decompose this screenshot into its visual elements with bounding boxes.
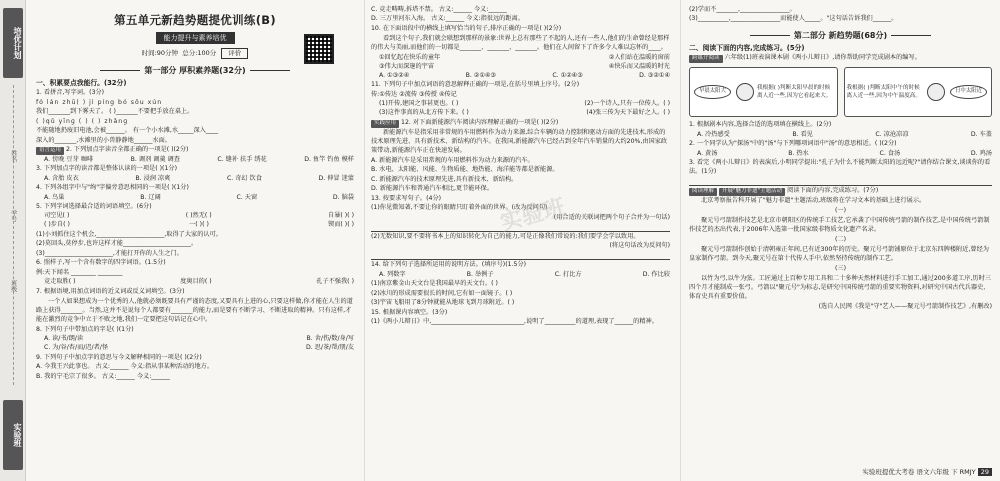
sec3-heading: 阅读下面的内容,完成练习。(7分) — [787, 187, 879, 195]
para2: 聚元号弓箭制作创始于清朝雍正年间,已有近300年的历史。聚元号弓箭铺原位于北京东四牌楼附近,曾经为皇家制作弓箭。到今天,聚元号在第十代传人手中,依然坚持传统的制作工艺。 — [689, 246, 989, 263]
panel1-text: 我根据( )判断太阳早晨的时候离人近一些,因为它看起来大。 — [756, 85, 832, 100]
q12-head: 12. 对下面新能源汽车阅读内容理解正确的一项是( )(2分) — [401, 118, 559, 126]
q10-text: 看到这个句子,我们就会联想到那样的景象:世界上总有那些了不起的人,还有一些人,他们的生命曾经是那样的伟大与美丽,而他们的一切都是_______、_______、_______。他们在人间留下了许多令人难以忘怀的____。 — [371, 34, 670, 51]
q15-head: 15. 根据课内容填空。(3分) — [371, 308, 448, 316]
sec3-intro: 北京考察报告科开展了"魅力非遗"主题活动,班级将在学习文本的基础上进行展示。 — [701, 197, 926, 205]
q13-head: 13. 按要求写句子。(4分) — [371, 194, 442, 202]
q9-head: 9. 下列句子中加点字的意思与今义解释相同的一项是( )(2分) — [36, 353, 202, 361]
sec3-tag: 阅读理解 — [689, 188, 717, 196]
child-face-icon — [927, 83, 945, 101]
q14-line2: (2)冰川的形成需要很长的时间,它有如一面镜子。( ) — [371, 289, 513, 297]
speech-bubble-2: 日中太阳近 — [950, 85, 987, 99]
total-score: 总分:100分 — [182, 48, 217, 57]
speech-bubble-1: 早晨太阳大 — [694, 85, 731, 99]
r-q2-options: A. 黄汤 B. 热水 C. 食汤 D. 鸡汤 — [697, 149, 992, 157]
section2-heading: 二、阅读下面的内容,完成练习。(5分) — [689, 44, 805, 53]
page-title: 第五单元新趋势题提优训练(B) — [114, 13, 276, 27]
part2-heading: 第二部分 新趋势题(68分) — [689, 30, 992, 42]
top-badge: 培优计划 — [3, 8, 23, 78]
q1-line-a: 我们_______到下雾天了。 ( )_______不要把手放在桌上。 — [36, 108, 194, 116]
source-citation: (选自人民网《我是"守"艺人——聚元号弓箭制作技艺》,有删改) — [818, 303, 992, 311]
q2-head: 2. 下列加点字读音全都正确的一项是( )(2分) — [66, 146, 189, 154]
q1-pinyin-a: fó lán zhū( ) jì píng bó sōu xún — [36, 98, 163, 106]
watermark: 实验班 — [497, 194, 569, 237]
para1-title: (一) — [834, 207, 846, 215]
q4-options: A. 鸟巢 B. 辽阔 C. 天窗 D. 脑袋 — [44, 193, 354, 201]
q6-example: 例:天下闻名 ________ ________ — [36, 268, 123, 276]
q12-option-c: C. 新能源汽车的技术原理先进,具有新技术、新结构。 — [371, 175, 518, 183]
column-middle — [364, 0, 676, 481]
q8-options-a: A. 读/书/朗/读 B. 舍/伤/数/身/写 — [44, 335, 354, 343]
q1-head: 1. 看拼音,写字词。(3分) — [36, 89, 105, 97]
cartoon-panel-1 — [689, 67, 838, 117]
q12-tag: 实践应用 — [371, 120, 399, 128]
q1-line-c: 深入的_______,水滩里的小兽静静地______水面。 — [36, 136, 171, 144]
q5-head: 5. 下列字词选择最合适的词语填空。(6分) — [36, 202, 152, 210]
q3-head: 3. 下列加点字的读音都是整体认读的一项是( )(1分) — [36, 165, 177, 173]
footer-brand: 实验班提优大考卷 语文六年级 下 RMJY — [862, 467, 976, 476]
panel2-text: 我根据( )判断太阳中午的时候离人近一些,因为中午温度高。 — [846, 85, 921, 100]
q7-head: 7. 根据语境,用加点词语的近义词或反义词填空。(3分) — [36, 287, 185, 295]
reading-intro: 六年级(1)班表演课本剧《两小儿辩日》,请你帮助同学完成剧本的编写。 — [724, 54, 921, 62]
q14-head: 14. 给下列句子选择所运用的说明方法。(填序号)(1.5分) — [371, 261, 527, 269]
q5-row2: ( )步自( ) 一( )( ) 锲而( )( ) — [44, 221, 354, 229]
q9-option-c: C. 竞走畴畴,拆塔不禁。 古义:______ 今义:______ — [371, 6, 507, 13]
q14-line1: (1)南京紫金山天文台是我国最早的天文台。( ) — [371, 280, 498, 288]
q14-options: A. 列数字 B. 举例子 C. 打比方 D. 作比较 — [379, 270, 670, 278]
q8-head: 8. 下列句子中带加点的字是( )(1分) — [36, 325, 134, 333]
q10-items-b: ③伟大而深邃的宇宙 ④快乐而又温暖的时光 — [379, 62, 670, 70]
q9-option-d: D. 三万里河东入海。 古义:______ 今义:指很远的距离。 — [371, 15, 524, 23]
q14-line3: (3)宇宙飞船用了8分钟就能从地球飞到月球附近。( ) — [371, 299, 515, 307]
q6-row: 竞走取胜( ) 度奥目的( ) 孔子不强我( ) — [44, 278, 354, 286]
q13-item2: (2)无数知识,要不要将书本上的知识转化为自己的能力,可是正像我们常说的:我们要学会学以致用。 — [371, 232, 640, 240]
child-face-icon — [736, 83, 754, 101]
q5-line1: (1)小刘抓住这个机会,______________________,取得了大家的认可。 — [36, 230, 222, 238]
qr-code-icon — [304, 34, 334, 64]
r-q3: 3. 看完《两小儿辩日》的表演后,小明同学提出:"孔子为什么不能判断太阳的远近呢?"请你结合课文,谈谈你的看法。(1分) — [689, 159, 991, 176]
bottom-badge: 实验班 — [3, 400, 23, 470]
subtitle: 能力提升与素养培优 — [156, 32, 235, 44]
q5-line2: (2)莫回头,莫停步,也许这样才能______________________。 — [36, 240, 198, 248]
q10-head: 10. 在下面语段中的横线上填写恰当的句子,排序正确的一项是( )(2分) — [371, 24, 562, 32]
r-q1-options: A. 冷热感受 B. 看见 C. 凉沧凉凉 D. 车盖 — [697, 130, 992, 138]
section1-heading: 一、积累要点我能行。(32分) — [36, 78, 127, 87]
r-q1: 1. 根据剧本内容,选择合适的选项填在横线上。(2分) — [689, 121, 832, 129]
page-number: 29 — [978, 468, 992, 476]
q7-text: 一个人如果想成为一个优秀的人,他就必须既要具有严谨的态度,又要具有上进的心,只要这样做,你才能在人生的道路上获得_______。当然,这并不是说每个人都要有_______的能力,而是要有不断学习、不断进取的精神。只有这样,才能在激烈的竞争中立于不败之地,我们一定要把这句话记在心中。 — [36, 297, 353, 323]
q8-options-b: C. 为/谷/杏/而/迟/者/怪 D. 思/茶/帮/朋/友 — [44, 344, 354, 352]
q1-pinyin-b: ( )qǔ yīnɡ ( ) ( ) zhǎnɡ — [36, 117, 129, 125]
cartoon-panel-2 — [844, 67, 993, 117]
q13-item1-note: (用合适的关联词把两个句子合并为一句话) — [553, 213, 670, 221]
q6-head: 6. 照样子,写一个含有数字的四字词语。(1.5分) — [36, 259, 166, 267]
q15-item1: (1)《两小儿辩日》中,______________________________,说明了__________的道理,表现了______的精神。 — [371, 318, 658, 326]
sec3-tag2: 开展"魅力非遗"主题活动 — [719, 188, 785, 196]
q12-option-b: B. 水电、太阳能、风能、生物质能、地热能、海洋能等都是新能源。 — [371, 166, 559, 174]
q5-line3: (3)______________________,才能打开你的人生之门。 — [36, 249, 183, 257]
reading-tag: 跨媒介阅读 — [689, 55, 723, 63]
q12-option-a: A. 新能源汽车是采用常规的车用燃料作为动力来源的汽车。 — [371, 156, 534, 164]
q9-option-b: B. 我的宁毛宗了很多。 古义:______ 今义:______ — [36, 372, 170, 380]
q11-head: 11. 下列句子中加点词语的意思解释正确的一项是,在括号里填上序号。(2分) — [371, 81, 580, 89]
answer-line[interactable] — [371, 252, 670, 260]
q4-head: 4. 下列各组字中与"绚"字偏旁意思相同的一项是( )(1分) — [36, 184, 189, 192]
answer-line[interactable] — [689, 178, 992, 186]
q15-item3: (3)__________,________________而能使人_____。"这句话告诉我们______。 — [689, 15, 898, 23]
para3-title: (三) — [834, 265, 846, 273]
margin-strip — [0, 0, 26, 481]
score-label: 评价 — [221, 48, 248, 59]
q13-item1: (1)你见微知著,不要让你的眼睛只盯着外面的世界。(改为反问句) — [371, 204, 548, 212]
q11-lines-a: (1)开传,建国之事甚更也。( ) (2)一个诗人,只有一位传人。( ) — [379, 100, 670, 108]
q11-word: 传:①传达 ②流传 ③传授 ④传记 — [371, 90, 457, 98]
q12-option-d: D. 新能源汽车和普通汽车相比,更节能环保。 — [371, 185, 494, 193]
q2-options: A. 傍晚 豆芽 咖啡 B. 调剂 调羹 调查 C. 缝补 扶手 绣花 D. 鱼竿 钓鱼 模样 — [44, 155, 354, 163]
para3: 以竹为弓,以牛为弦。工匠通过上百种专用工具和二十多种天然材料进行手工加工,通过200多道工序,历时三四个月才能制成一张弓。弓箭以"聚元号"为标志,是研究中国传统弓箭的重要实物资料,对研究中国古代兵器史、体育史具有重要价值。 — [689, 275, 991, 301]
para2-title: (二) — [834, 236, 846, 244]
para1: 聚元号弓箭制作技艺是北京市朝阳区的传统手工技艺,它承袭了中国传统弓箭的制作技艺,是中国传统弓箭制作技艺的杰出代表,于2006年入选第一批国家级非物质文化遗产名录。 — [689, 217, 990, 234]
part1-heading: 第一部分 厚积素养题(32分) — [36, 65, 354, 77]
q11-lines-b: (3)这件事真的从北方传下来。( ) (4)张三传为天下最好之人。( ) — [379, 109, 670, 117]
page-footer — [862, 468, 992, 477]
strip-label-number: 学号 — [9, 210, 17, 222]
r-q2: 2. 一个同学认为"探汤"中的"汤"与下列哪项词语中"汤"的意思相近。( )(2分) — [689, 140, 897, 148]
q9-option-a: A. 今我王兴此事也。 古义:______ 今义:指从事某种活动的地方。 — [36, 363, 214, 371]
q12-text: 新能源汽车是指采用非常规的车用燃料作为动力来源,综合车辆的动力控制和驱动方面的先进技术,形成的技术原理先进、具有新技术、新结构的汽车。在我国,新能源汽车已经占到全年汽车销量的大约20%,由国家政策带动,新能源汽车正在快速发展。 — [371, 128, 668, 154]
cartoon-strip — [689, 67, 992, 117]
q10-items-a: ①回忆起在快乐的童年 ②人们站在温暖的窗前 — [379, 53, 670, 61]
q13-item2-note: (将这句话改为反问句) — [609, 242, 670, 250]
time-limit: 时间:90分钟 — [141, 48, 179, 57]
cut-line — [13, 85, 14, 385]
q5-row1: 司空见( ) ( )然无( ) 自暴( )( ) — [44, 212, 354, 220]
column-right — [680, 0, 1000, 481]
q10-options: A. ①③②④ B. ②①④③ C. ①②④③ D. ③②①④ — [379, 71, 670, 79]
q1-line-b: 不能随地扔废旧电池,会被______。 有一个小水滩,水_____深入____ — [36, 127, 219, 135]
q3-options: A. 含胎 皮衣 B. 浸润 凉爽 C. 奇幻 饮食 D. 伸冒 迷蒙 — [44, 174, 354, 182]
strip-label-class: 班级 — [9, 280, 17, 292]
column-left — [30, 0, 360, 481]
strip-label-name: 姓名 — [9, 150, 17, 162]
q15-item2: (2)学而不_______,________________。 — [689, 6, 796, 13]
q2-tag: 语言运用 — [36, 147, 64, 155]
